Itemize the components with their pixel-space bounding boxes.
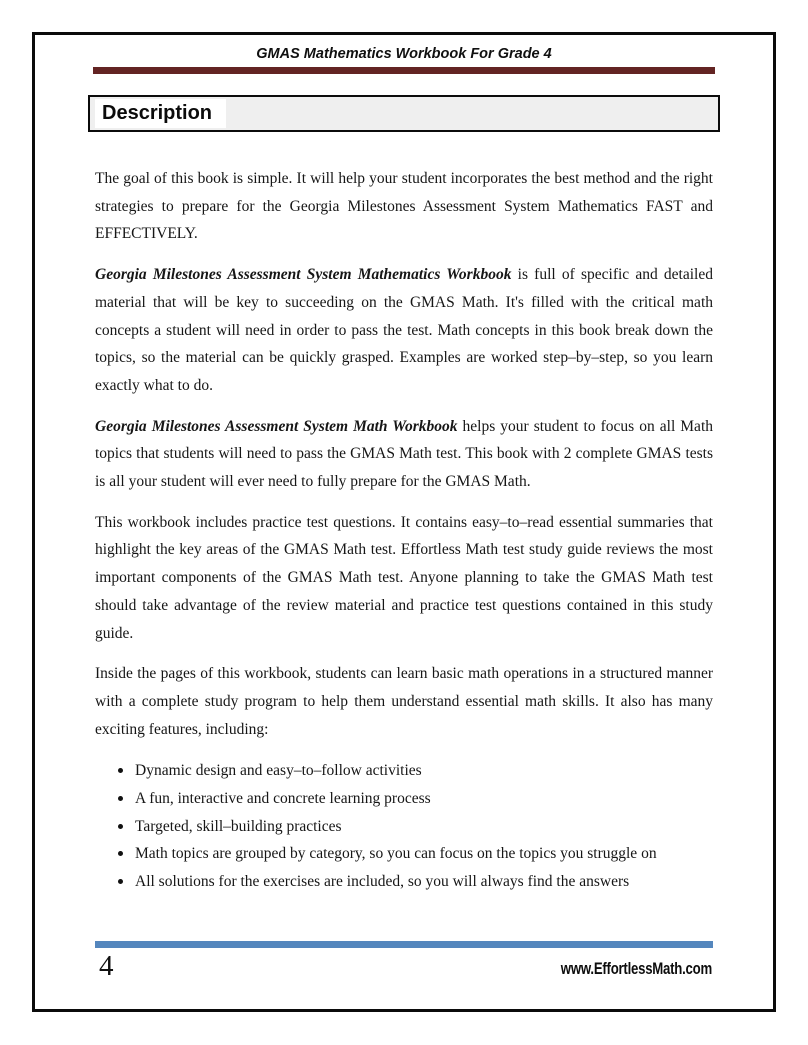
paragraph: Inside the pages of this workbook, students can learn basic math operations in a structured manner with a complete study program to help them understand essential math skills. It also has many exciting features, including: bbox=[95, 665, 713, 738]
feature-list bbox=[95, 757, 713, 896]
list-item-text: A fun, interactive and concrete learning process bbox=[135, 790, 431, 808]
list-item bbox=[95, 868, 713, 896]
list-item bbox=[95, 757, 713, 785]
body-copy bbox=[95, 165, 713, 896]
section-title: Description bbox=[95, 99, 226, 128]
list-item bbox=[95, 813, 713, 841]
list-item-text: Dynamic design and easy–to–follow activities bbox=[135, 762, 422, 780]
running-header: GMAS Mathematics Workbook For Grade 4 bbox=[256, 46, 552, 62]
header-rule bbox=[93, 67, 715, 74]
paragraph: Georgia Milestones Assessment System Math Workbook helps your student to focus on all Math topics that students will need to pass the GMAS Math test. This book with 2 complete GMAS tests is all your student will ever need to fully prepare for the GMAS Math. bbox=[95, 417, 713, 491]
page-number: 4 bbox=[99, 950, 114, 982]
website-text: www.EffortlessMath.com bbox=[560, 960, 712, 978]
list-item-text: Math topics are grouped by category, so you can focus on the topics you struggle on bbox=[135, 845, 657, 863]
footer-rule bbox=[95, 941, 713, 948]
paragraph: Georgia Milestones Assessment System Mathematics Workbook is full of specific and detailed material that will be key to succeeding on the GMAS Math. It's filled with the critical math concepts a student will need in order to pass the test. Math concepts in this book break down the topics, so the material can be quickly grasped. Examples are worked step–by–step, so you learn exactly what to do. bbox=[95, 266, 713, 394]
paragraph: This workbook includes practice test questions. It contains easy–to–read essential summaries that highlight the key areas of the GMAS Math test. Effortless Math test study guide reviews the most important components of the GMAS Math test. Anyone planning to take the GMAS Math test should take advantage of the review material and practice test questions contained in this study guide. bbox=[95, 513, 713, 642]
list-item bbox=[95, 840, 713, 868]
section-heading-box bbox=[88, 95, 720, 132]
document-page bbox=[32, 32, 776, 1012]
list-item-text: All solutions for the exercises are included, so you will always find the answers bbox=[135, 873, 630, 891]
list-item bbox=[95, 785, 713, 813]
list-item-text: Targeted, skill–building practices bbox=[135, 817, 342, 835]
paragraph: The goal of this book is simple. It will help your student incorporates the best method and the right strategies to prepare for the Georgia Milestones Assessment System Mathematics FAST and EFFECTIVELY. bbox=[95, 170, 713, 243]
